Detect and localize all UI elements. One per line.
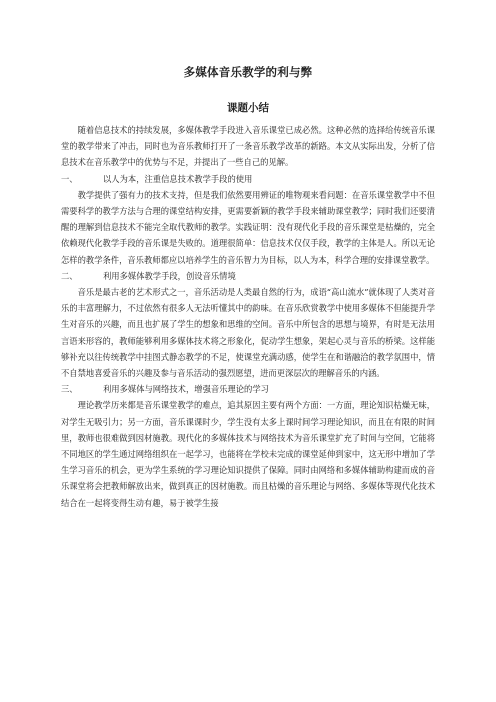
section-body-1: 教学提供了强有力的技术支持，但是我们依然要用辨证的唯物观来看问题：在音乐课堂教学中不但需要科学的教学方法与合理的课堂结构安排，更需要新颖的教学手段来辅助课堂教学；同时我们还要清醒的理解到信息技术不能完全取代教师的教学。实践证明：没有现代化手段的音乐课堂是枯燥的，完全依赖现代化教学手段的音乐课是失败的。道理很简单：信息技术仅仅手段，教学的主体是人。所以无论怎样的教学条件，音乐教师都应以培养学生的音乐智力为目标，以人为本，科学合理的安排课堂教学。 <box>61 189 435 265</box>
section-heading-1 <box>61 171 435 187</box>
section-body-3: 理论教学历来都是音乐课堂教学的难点，追其原因主要有两个方面：一方面，理论知识枯燥无味，对学生无吸引力；另一方面，音乐课课时少，学生没有太多上课时间学习理论知识，而且在有限的时间里，教师也很难做到因材施教。现代化的多媒体技术与网络技术为音乐课堂扩充了时间与空间，它能将不同地区的学生通过网络组织在一起学习，也能将在学校未完成的课堂延伸到家中，这无形中增加了学生学习音乐的机会，更为学生系统的学习理论知识提供了保障。同时由网络和多媒体辅助构建而成的音乐课堂将会把教师解放出来，做到真正的因材施教。而且枯燥的音乐理论与网络、多媒体等现代化技术结合在一起将变得生动有趣，易于被学生接 <box>61 400 435 508</box>
intro-paragraph: 随着信息技术的持续发展，多媒体教学手段进入音乐课堂已成必然。这种必然的选择给传统音乐课堂的教学带来了冲击，同时也为音乐教师打开了一条音乐教学改革的新路。本文从实际出发，分析了信息技术在音乐教学中的优势与不足，并提出了一些自己的见解。 <box>61 125 435 168</box>
section-number-2: 二、 <box>61 270 78 281</box>
section-heading-text-2: 利用多媒体教学手段，创设音乐情境 <box>103 270 236 281</box>
document-body <box>61 64 435 511</box>
section-heading-3 <box>61 381 435 397</box>
section-number-1: 一、 <box>61 173 78 184</box>
document-title: 多媒体音乐教学的利与弊 <box>183 65 313 79</box>
section-heading-text-1: 以人为本，注重信息技术教学手段的使用 <box>103 173 253 184</box>
document-subtitle: 课题小结 <box>227 102 269 114</box>
section-number-3: 三、 <box>61 384 78 395</box>
section-heading-2 <box>61 268 435 284</box>
section-body-2: 音乐是最古老的艺术形式之一，音乐活动是人类最自然的行为，成语“高山流水”就体现了人类对音乐的丰富理解力，不过依然有很多人无法听懂其中的韵味。在音乐欣赏教学中使用多媒体不但能提升学生对音乐的兴趣，而且也扩展了学生的想象和思维的空间。音乐中所包含的思想与境界，有时是无法用言语来形容的，教师能够利用多媒体技术将之形象化，促动学生想象，架起心灵与音乐的桥梁。这样能够补充以往传统教学中挂图式静态教学的不足，使课堂充满动感，使学生在和谐融洽的教学氛围中，情不自禁地喜爱音乐的兴趣及参与音乐活动的强烈愿望，进而更深层次的理解音乐的内涵。 <box>61 287 435 379</box>
section-heading-text-3: 利用多媒体与网络技术，增强音乐理论的学习 <box>103 384 269 395</box>
